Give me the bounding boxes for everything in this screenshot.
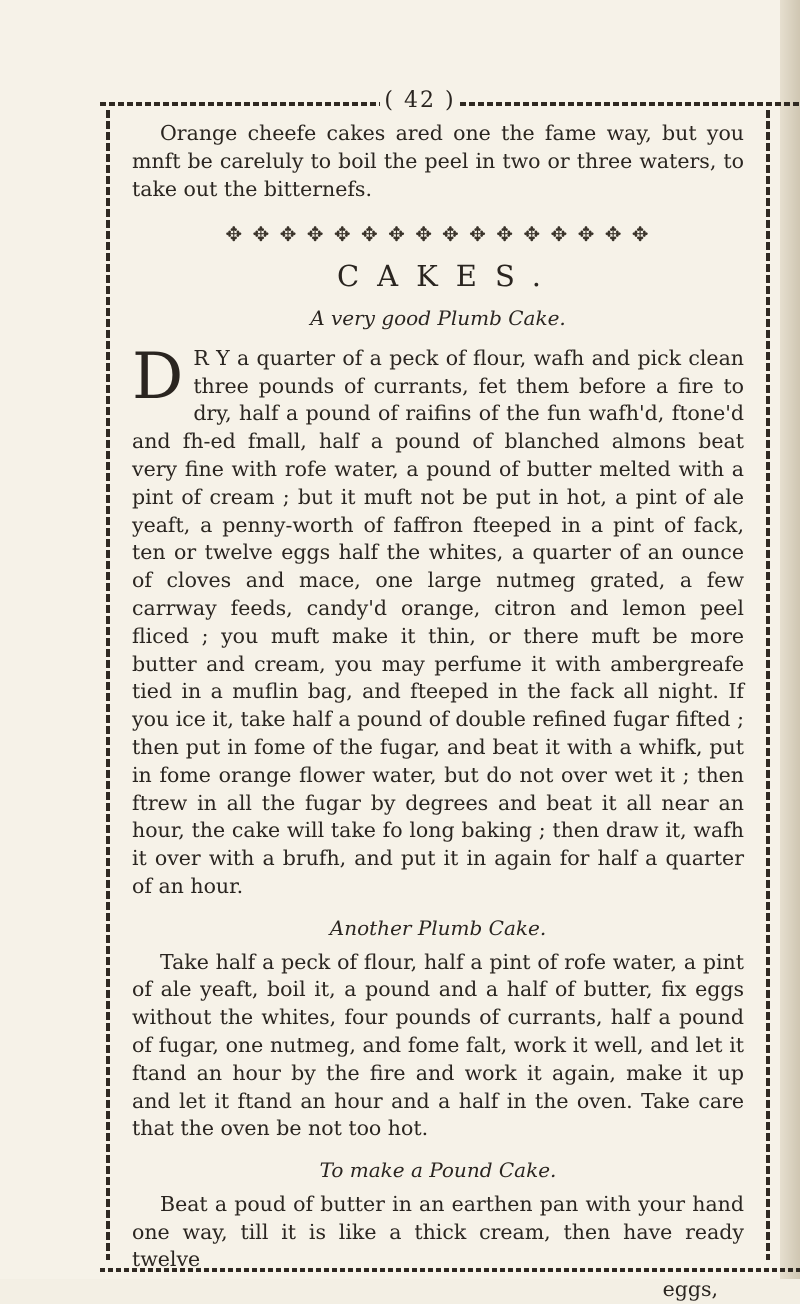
recipe-title-another-plumb-cake: Another Plumb Cake. — [329, 915, 547, 940]
recipe-plumb-cake-body — [132, 339, 744, 901]
recipe-title-pound-cake: To make a Pound Cake. — [319, 1158, 557, 1183]
left-ornament-border — [100, 110, 116, 1260]
recipe-pound-cake-body: Beat a poud of butter in an earthen pan with your hand one way, till it is like a thick cream, then have ready twelve — [132, 1191, 744, 1272]
recipe-plumb-cake-text: R Y a quarter of a peck of flour, wafh and pick clean three pounds of currants, fet them before a fire to dry, half a pound of raifins of the fun wafh'd, ftone'd and fh-ed fmall, half a pound of blanched almons beat very fine with rofe water, a pound of butter melted with a pint of cream ; but it muft not be put in hot, a pint of ale yeaft, a penny-worth of faffron fteeped in a pint of fack, ten or twelve eggs half the whites, a quarter of an ounce of cloves and mace, one large nutmeg grated, a few carrway feeds, candy'd orange, citron and lemon peel fliced ; you muft make it thin, or there muft be more butter and cream, you may perfume it with ambergreafe tied in a muflin bag, and fteeped in the fack all night. If you ice it, take half a pound of double refined fugar fifted ; then put in fome of the fugar, and beat it with a whifk, put in fome orange flower water, but do not over wet it ; then ftrew in all the fugar by degrees and beat it all near an hour, the cake will take fo long baking ; then draw it, wafh it over with a brufh, and put it in again for half a quarter of an hour. — [132, 345, 744, 898]
ornament-left: ✥ ✥ ✥ ✥ ✥ ✥ ✥ ✥ — [225, 222, 434, 247]
section-title: CAKES. — [336, 259, 560, 294]
intro-paragraph: Orange cheefe cakes ared one the fame way, but you mnft be careluly to boil the peel in two or three waters, to take out the bitternefs. — [132, 121, 744, 201]
page-edge — [780, 0, 800, 1279]
recipe-another-plumb-cake-body: Take half a peck of flour, half a pint of rofe water, a pint of ale yeaft, boil it, a pound and a half of butter, fix eggs without the whites, four pounds of currants, half a pound of fugar, one nutmeg, and fome falt, work it well, and let it ftand an hour by the fire and work it again, make it up and let it ftand an hour and a half in the oven. Take care that the oven be not too hot. — [132, 949, 744, 1141]
catchword: eggs, — [662, 1277, 718, 1302]
drop-capital: D — [132, 339, 184, 414]
ornament-divider — [132, 221, 744, 249]
right-ornament-border — [760, 110, 776, 1260]
recipe-title-plumb-cake: A very good Plumb Cake. — [310, 305, 566, 330]
page-number: ( 42 ) — [380, 88, 460, 113]
ornament-right: ✥ ✥ ✥ ✥ ✥ ✥ ✥ ✥ — [442, 222, 651, 247]
page-content — [132, 120, 744, 1304]
